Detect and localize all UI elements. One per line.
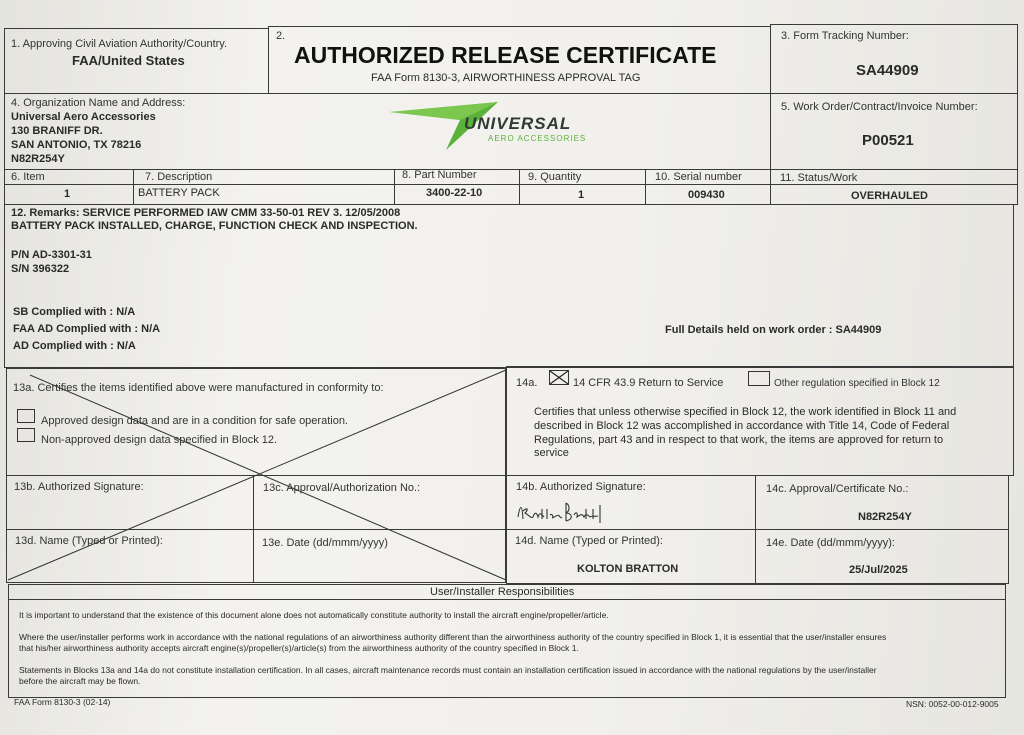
header-quantity: 9. Quantity bbox=[528, 171, 582, 183]
certifies-line-1: Certifies that unless otherwise specified in Block 12, the work identified in Block 11 and bbox=[534, 406, 957, 418]
release-date: 25/Jul/2025 bbox=[849, 564, 908, 576]
org-address-2: SAN ANTONIO, TX 78216 bbox=[11, 139, 142, 151]
other-regulation-label: Other regulation specified in Block 12 bbox=[774, 378, 940, 389]
non-approved-design-label: Non-approved design data specified in Block 12. bbox=[41, 434, 278, 446]
remarks-pn: P/N AD-3301-31 bbox=[11, 249, 92, 261]
responsibilities-p3b: before the aircraft may be flown. bbox=[19, 676, 141, 686]
org-name: Universal Aero Accessories bbox=[11, 111, 156, 123]
work-order-number: P00521 bbox=[862, 132, 914, 149]
approved-design-label: Approved design data and are in a condition for safe operation. bbox=[41, 415, 348, 427]
status-work: OVERHAULED bbox=[851, 190, 929, 202]
signer-name: KOLTON BRATTON bbox=[577, 563, 679, 575]
block-14d-label: 14d. Name (Typed or Printed): bbox=[515, 535, 663, 547]
certifies-line-4: service bbox=[534, 447, 569, 459]
block-5-label: 5. Work Order/Contract/Invoice Number: bbox=[781, 101, 978, 113]
logo-wordmark: UNIVERSAL bbox=[464, 114, 572, 133]
remarks-sb: SB Complied with : N/A bbox=[13, 306, 136, 318]
remarks-line-2: BATTERY PACK INSTALLED, CHARGE, FUNCTION CHECK AND INSPECTION. bbox=[11, 220, 418, 232]
block-3-label: 3. Form Tracking Number: bbox=[781, 30, 909, 42]
remarks-ad: AD Complied with : N/A bbox=[13, 340, 136, 352]
remarks-line-1: 12. Remarks: SERVICE PERFORMED IAW CMM 33-50-01 REV 3. 12/05/2008 bbox=[11, 207, 401, 219]
block-14c-label: 14c. Approval/Certificate No.: bbox=[766, 483, 909, 495]
org-code: N82R254Y bbox=[11, 153, 65, 165]
form-tracking-number: SA44909 bbox=[856, 62, 919, 79]
full-details-note: Full Details held on work order : SA44909 bbox=[665, 324, 882, 336]
form-number-footer: FAA Form 8130-3 (02-14) bbox=[14, 697, 111, 707]
block-1-label: 1. Approving Civil Aviation Authority/Country. bbox=[11, 38, 228, 50]
block-13e-label: 13e. Date (dd/mmm/yyyy) bbox=[262, 537, 388, 549]
header-item: 6. Item bbox=[11, 171, 45, 183]
nsn-footer: NSN: 0052-00-012-9005 bbox=[906, 699, 999, 709]
header-part-number: 8. Part Number bbox=[402, 169, 477, 181]
other-regulation-checkbox[interactable] bbox=[748, 371, 770, 386]
responsibilities-p2b: that his/her airworthiness authority accepts aircraft engine(s)/propeller(s)/article(s) from the airworthiness authority of the country specified in Block 1. bbox=[19, 643, 579, 653]
responsibilities-title: User/Installer Responsibilities bbox=[430, 586, 575, 598]
block-13d-label: 13d. Name (Typed or Printed): bbox=[15, 535, 163, 547]
block-14b-label: 14b. Authorized Signature: bbox=[516, 481, 646, 493]
cfr-43-9-label: 14 CFR 43.9 Return to Service bbox=[573, 377, 724, 389]
quantity: 1 bbox=[578, 189, 585, 201]
responsibilities-p3a: Statements in Blocks 13a and 14a do not constitute installation certification. In all cases, aircraft maintenance records must contain an installation certification issued in accordance with the national regulations by the user/installer bbox=[19, 665, 877, 675]
block-13a-label: 13a. Certifies the items identified above were manufactured in conformity to: bbox=[13, 382, 384, 394]
checked-x-icon bbox=[550, 371, 568, 384]
block-14a-number: 14a. bbox=[516, 377, 538, 389]
block-13c-label: 13c. Approval/Authorization No.: bbox=[263, 482, 421, 494]
org-address-1: 130 BRANIFF DR. bbox=[11, 125, 103, 137]
approving-authority: FAA/United States bbox=[72, 53, 185, 68]
approval-certificate-number: N82R254Y bbox=[858, 511, 912, 523]
block-13b-label: 13b. Authorized Signature: bbox=[14, 481, 144, 493]
part-number: 3400-22-10 bbox=[426, 187, 483, 199]
item-number: 1 bbox=[64, 188, 71, 200]
header-serial: 10. Serial number bbox=[655, 171, 742, 183]
header-status: 11. Status/Work bbox=[780, 172, 858, 184]
cfr-43-9-checkbox[interactable] bbox=[549, 370, 569, 385]
block-2-number: 2. bbox=[276, 30, 286, 42]
remarks-faa-ad: FAA AD Complied with : N/A bbox=[13, 323, 161, 335]
certifies-line-3: Regulations, part 43 and in respect to that work, the items are approved for return to bbox=[534, 434, 944, 446]
logo-tagline: AERO ACCESSORIES bbox=[488, 134, 587, 143]
responsibilities-p2a: Where the user/installer performs work in accordance with the national regulations of an airworthiness authority different than the airworthiness authority of the country specified in Block 1, it is essential that the user/installer ensures bbox=[19, 632, 887, 642]
remarks-sn: S/N 396322 bbox=[11, 263, 70, 275]
handwritten-signature-icon bbox=[514, 497, 606, 527]
form-title: AUTHORIZED RELEASE CERTIFICATE bbox=[294, 42, 717, 68]
header-description: 7. Description bbox=[145, 171, 213, 183]
block-14e-label: 14e. Date (dd/mmm/yyyy): bbox=[766, 537, 895, 549]
item-description: BATTERY PACK bbox=[138, 187, 220, 199]
certifies-line-2: described in Block 12 was accomplished in accordance with Title 14, Code of Federal bbox=[534, 420, 950, 432]
block-4-label: 4. Organization Name and Address: bbox=[11, 97, 186, 109]
form-subtitle: FAA Form 8130-3, AIRWORTHINESS APPROVAL TAG bbox=[371, 72, 641, 84]
responsibilities-p1: It is important to understand that the existence of this document alone does not automatically constitute authority to install the aircraft engine/propeller/article. bbox=[19, 610, 609, 620]
serial-number: 009430 bbox=[688, 189, 725, 201]
